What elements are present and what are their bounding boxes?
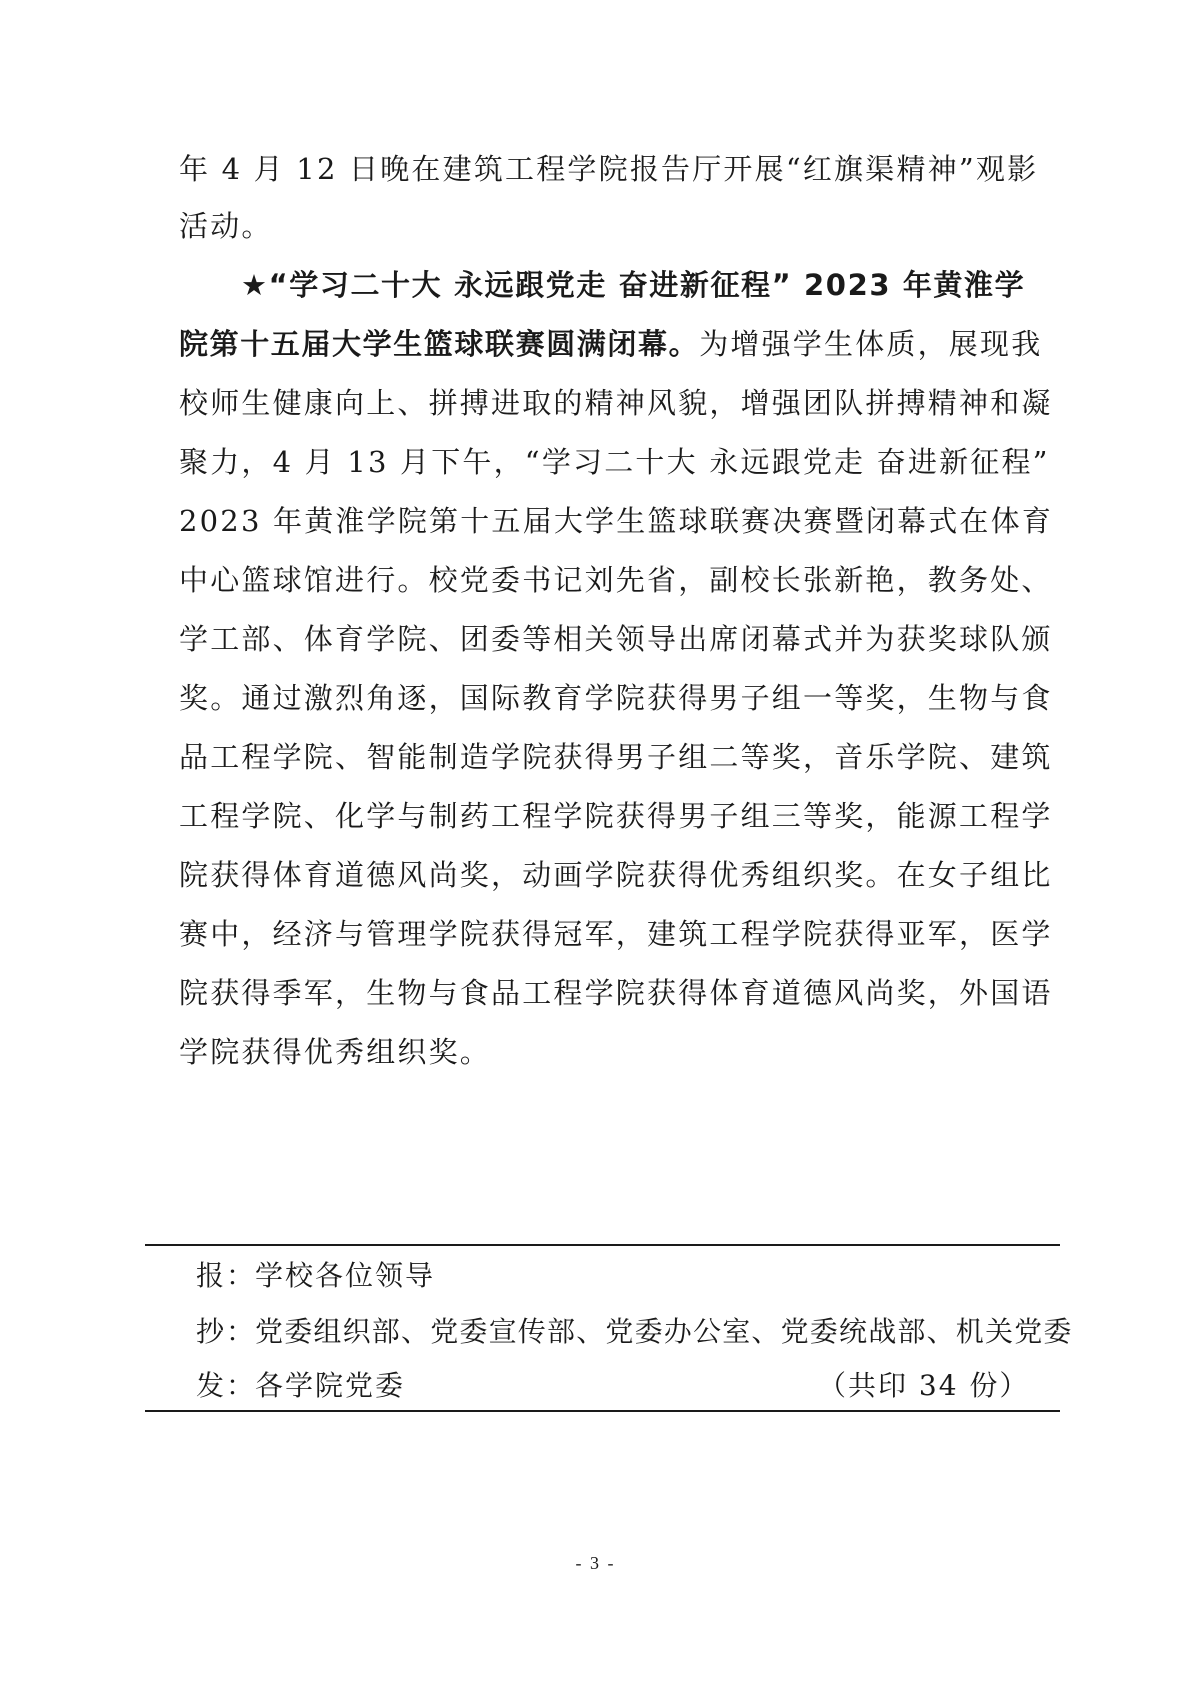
send-label: 发：: [196, 1369, 257, 1402]
paragraph-line: 院获得季军，生物与食品工程学院获得体育道德风尚奖，外国语: [179, 976, 1053, 1010]
bottom-rule: [145, 1410, 1060, 1412]
paragraph-line: 赛中，经济与管理学院获得冠军，建筑工程学院获得亚军，医学: [179, 917, 1053, 951]
body-line-2: 活动。: [179, 209, 273, 243]
report-label: 报：: [196, 1259, 257, 1292]
paragraph-line: 学院获得优秀组织奖。: [179, 1035, 492, 1069]
item-body-start: 为增强学生体质，展现我: [699, 327, 1043, 361]
body-line-1: 年 4 月 12 日晚在建筑工程学院报告厅开展“红旗渠精神”观影: [179, 152, 1039, 186]
copy-value: 党委组织部、党委宣传部、党委办公室、党委统战部、机关党委: [255, 1315, 1073, 1348]
paragraph-line: 院获得体育道德风尚奖，动画学院获得优秀组织奖。在女子组比: [179, 858, 1053, 892]
top-rule: [145, 1244, 1060, 1246]
paragraph-line: 奖。通过激烈角逐，国际教育学院获得男子组一等奖，生物与食: [179, 681, 1053, 715]
paragraph-line: 学工部、体育学院、团委等相关领导出席闭幕式并为获奖球队颁: [179, 622, 1053, 656]
item-headline-cont: [179, 322, 1042, 363]
paragraph-line: 品工程学院、智能制造学院获得男子组二等奖，音乐学院、建筑: [179, 740, 1053, 774]
report-value: 学校各位领导: [255, 1259, 436, 1292]
paragraph-line: 工程学院、化学与制药工程学院获得男子组三等奖，能源工程学: [179, 799, 1053, 833]
item-headline-end: 院第十五届大学生篮球联赛圆满闭幕。: [179, 327, 700, 361]
page-number: - 3 -: [575, 1553, 616, 1573]
paragraph-line: 中心篮球馆进行。校党委书记刘先省，副校长张新艳，教务处、: [179, 563, 1053, 597]
copy-label: 抄：: [196, 1315, 257, 1348]
send-value: 各学院党委: [255, 1369, 406, 1402]
paragraph-line: 聚力，4 月 13 月下午，“学习二十大 永远跟党走 奋进新征程”: [179, 445, 1050, 479]
copies-count: （共印 34 份）: [818, 1369, 1030, 1402]
paragraph-line: 2023 年黄淮学院第十五届大学生篮球联赛决赛暨闭幕式在体育: [179, 504, 1054, 538]
item-headline: ★“学习二十大 永远跟党走 奋进新征程” 2023 年黄淮学: [241, 268, 1026, 302]
paragraph-line: 校师生健康向上、拼搏进取的精神风貌，增强团队拼搏精神和凝: [179, 386, 1053, 420]
